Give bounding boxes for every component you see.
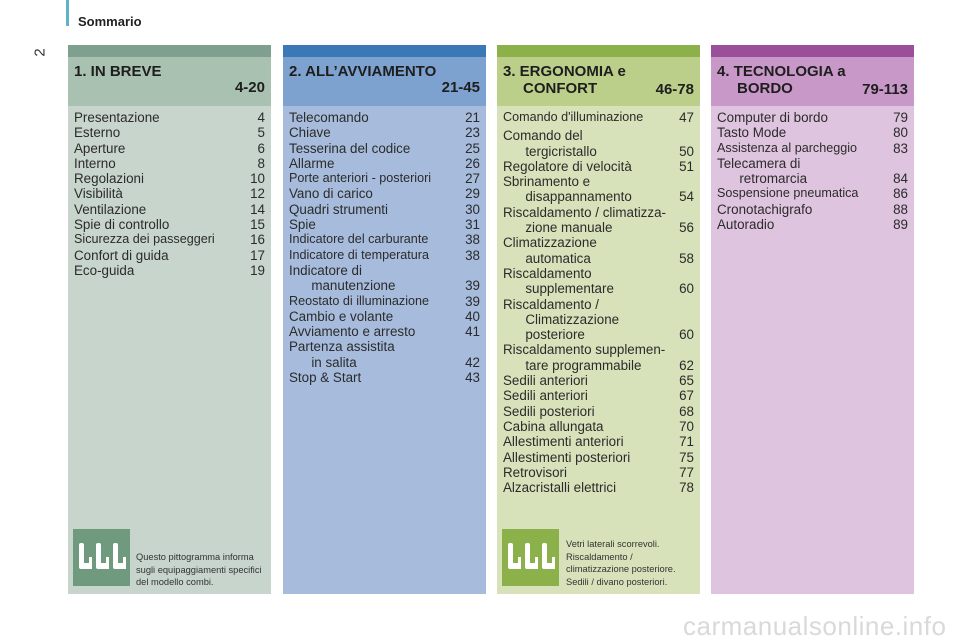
- toc-entry: [717, 217, 908, 232]
- toc-entry-page: 30: [465, 201, 480, 217]
- section-entries: [283, 106, 486, 385]
- toc-entry: [289, 355, 480, 370]
- toc-entry-label: Retrovisori: [503, 464, 567, 480]
- section-all-avviamento: [283, 45, 486, 594]
- toc-entry-label: Regolazioni: [74, 171, 144, 187]
- toc-entry-page: 15: [250, 217, 265, 233]
- toc-entry: [503, 266, 694, 281]
- toc-entry-label: Confort di guida: [74, 247, 169, 263]
- toc-entry-label: tergicristallo: [503, 143, 597, 159]
- toc-entry: [289, 217, 480, 232]
- toc-entry-page: 38: [465, 247, 480, 263]
- toc-entry-page: 17: [250, 247, 265, 263]
- toc-entry-page: 77: [679, 464, 694, 480]
- toc-entry-label: Quadri strumenti: [289, 201, 388, 217]
- toc-entry-page: 71: [679, 434, 694, 450]
- toc-entry-page: 60: [679, 327, 694, 343]
- section-page-range: 79-113: [862, 81, 908, 98]
- toc-entry: [289, 141, 480, 156]
- section-title: 2. ALL’AVVIAMENTO: [289, 63, 437, 80]
- toc-entry-page: 51: [679, 158, 694, 174]
- toc-entry-page: 86: [893, 186, 908, 202]
- toc-entry: [289, 370, 480, 385]
- toc-entry-label: Tasto Mode: [717, 125, 787, 141]
- toc-entry-label: Telecamera di: [717, 155, 801, 171]
- section-ergonomia-confort: [497, 45, 700, 594]
- toc-entry: [717, 125, 908, 140]
- toc-entry-label: Vano di carico: [289, 186, 373, 202]
- section-entries: [68, 106, 271, 278]
- toc-entry: [503, 297, 694, 312]
- toc-entry: [289, 309, 480, 324]
- toc-entry-page: 14: [250, 201, 265, 217]
- section-color-bar: [283, 45, 486, 57]
- toc-entry-label: Regolatore di velocità: [503, 158, 632, 174]
- toc-entry: [289, 156, 480, 171]
- toc-entry-label: Comando d'illuminazione: [503, 110, 644, 124]
- toc-entry: [74, 110, 265, 125]
- section-color-bar: [711, 45, 914, 57]
- toc-entry-label: Telecomando: [289, 110, 369, 125]
- toc-entry-label: Ventilazione: [74, 201, 147, 217]
- section-header: [497, 57, 700, 106]
- page-number: 2: [31, 48, 49, 57]
- toc-entry: [289, 263, 480, 278]
- toc-entry-label: Comando del: [503, 128, 583, 144]
- toc-entry-label: Riscaldamento: [503, 265, 592, 281]
- toc-entry-label: automatica: [503, 250, 591, 266]
- page-title: Sommario: [78, 14, 142, 29]
- toc-entry: [503, 450, 694, 465]
- toc-entry-label: Indicatore di temperatura: [289, 247, 430, 262]
- toc-entry: [289, 202, 480, 217]
- toc-entry: [503, 312, 694, 327]
- combi-pictogram-icon: [502, 529, 559, 586]
- section-color-bar: [68, 45, 271, 57]
- toc-entry-page: 62: [679, 357, 694, 373]
- toc-entry-label: retromarcia: [717, 171, 808, 187]
- toc-entry-page: 56: [679, 220, 694, 236]
- toc-entry-page: 88: [893, 201, 908, 217]
- toc-entry: [289, 339, 480, 354]
- section-title: 3. ERGONOMIA e: [503, 63, 626, 80]
- section-title: 4. TECNOLOGIA a: [717, 63, 846, 80]
- toc-entry-label: Sospensione pneumatica: [717, 186, 859, 201]
- toc-entry: [74, 263, 265, 278]
- toc-entry: [503, 220, 694, 235]
- toc-entry: [74, 232, 265, 247]
- toc-entry-page: 19: [250, 262, 265, 278]
- toc-entry: [289, 278, 480, 293]
- toc-entry-page: 6: [257, 140, 265, 156]
- toc-entry-label: manutenzione: [289, 278, 396, 294]
- toc-entry-label: Partenza assistita: [289, 339, 395, 355]
- toc-entry: [74, 141, 265, 156]
- toc-entry: [503, 205, 694, 220]
- section-header: [283, 57, 486, 106]
- section-entries: [711, 106, 914, 232]
- toc-entry-label: tare programmabile: [503, 357, 642, 373]
- toc-entry-page: 27: [465, 171, 480, 187]
- toc-entry-label: Porte anteriori - posteriori: [289, 171, 432, 186]
- toc-entry-page: 89: [893, 217, 908, 233]
- toc-entry-page: 25: [465, 140, 480, 156]
- toc-entry: [503, 342, 694, 357]
- toc-entry-label: Sedili anteriori: [503, 388, 588, 404]
- section-header: [711, 57, 914, 106]
- toc-entry: [503, 174, 694, 189]
- pictogram-note: Vetri laterali scorrevoli. Riscaldamento / climatizzazione posteriore. Sedili / divano posteriori.: [566, 539, 676, 587]
- toc-entry-label: Cambio e volante: [289, 308, 394, 324]
- toc-entry-label: disappannamento: [503, 189, 632, 205]
- toc-entry-label: Cabina allungata: [503, 418, 604, 434]
- toc-entry-page: 40: [465, 308, 480, 324]
- toc-entry: [503, 358, 694, 373]
- toc-entry-label: Sbrinamento e: [503, 174, 591, 190]
- toc-entry-page: 31: [465, 217, 480, 233]
- toc-entry-label: Alzacristalli elettrici: [503, 480, 617, 496]
- toc-entry-page: 80: [893, 125, 908, 141]
- toc-entry-page: 75: [679, 449, 694, 465]
- toc-entry: [503, 404, 694, 419]
- toc-entry: [503, 373, 694, 388]
- combi-pictogram-icon: [73, 529, 130, 586]
- toc-entry-label: Riscaldamento supplemen-: [503, 342, 666, 358]
- toc-entry: [503, 419, 694, 434]
- toc-entry: [74, 248, 265, 263]
- toc-entry-label: Tesserina del codice: [289, 140, 411, 156]
- toc-entry-page: 70: [679, 418, 694, 434]
- section-in-breve: [68, 45, 271, 594]
- toc-entry-label: Stop & Start: [289, 370, 362, 386]
- toc-entry-label: posteriore: [503, 327, 585, 343]
- toc-entry-label: Riscaldamento /: [503, 296, 600, 312]
- toc-entry-label: Allarme: [289, 155, 335, 171]
- toc-entry: [503, 327, 694, 342]
- toc-entry: [74, 156, 265, 171]
- section-color-bar: [497, 45, 700, 57]
- toc-entry-label: Indicatore del carburante: [289, 232, 429, 247]
- toc-entry-page: 16: [250, 232, 265, 248]
- toc-entry: [503, 465, 694, 480]
- section-tecnologia-bordo: [711, 45, 914, 594]
- toc-entry: [74, 202, 265, 217]
- toc-entry-page: 8: [257, 155, 265, 171]
- toc-entry: [289, 324, 480, 339]
- toc-entry-label: Chiave: [289, 125, 331, 141]
- toc-entry-label: Allestimenti anteriori: [503, 434, 624, 450]
- toc-entry: [717, 156, 908, 171]
- toc-entry-label: Climatizzazione: [503, 235, 597, 251]
- toc-entry: [717, 186, 908, 201]
- toc-entry-label: Visibilità: [74, 186, 123, 202]
- toc-entry-label: Sedili posteriori: [503, 403, 595, 419]
- watermark: carmanualsonline.info: [683, 611, 947, 641]
- toc-entry-page: 67: [679, 388, 694, 404]
- toc-entry: [289, 125, 480, 140]
- toc-entry-label: Sicurezza dei passeggeri: [74, 232, 215, 247]
- toc-entry: [503, 388, 694, 403]
- toc-entry-label: Spie: [289, 217, 316, 233]
- toc-entry: [503, 235, 694, 250]
- toc-entry-label: Aperture: [74, 140, 126, 156]
- toc-entry-page: 43: [465, 370, 480, 386]
- toc-entry-page: 39: [465, 278, 480, 294]
- toc-entry: [503, 110, 694, 125]
- toc-entry-label: Cronotachigrafo: [717, 201, 813, 217]
- toc-entry-page: 58: [679, 250, 694, 266]
- toc-entry-page: 41: [465, 324, 480, 340]
- pictogram-note: Questo pittogramma informa sugli equipaggiamenti specifici del modello combi.: [136, 552, 262, 588]
- toc-entry-label: Indicatore di: [289, 262, 362, 278]
- toc-entry-label: in salita: [289, 354, 357, 370]
- toc-entry-label: Sedili anteriori: [503, 373, 588, 389]
- sidebar-accent-line: [66, 0, 69, 26]
- toc-entry-page: 83: [893, 140, 908, 156]
- toc-entry: [503, 189, 694, 204]
- toc-entry-label: Interno: [74, 155, 116, 171]
- toc-entry-page: 5: [257, 125, 265, 141]
- toc-entry-page: 79: [893, 110, 908, 125]
- toc-entry-label: Eco-guida: [74, 262, 135, 278]
- toc-entry-page: 68: [679, 403, 694, 419]
- toc-entry-label: Presentazione: [74, 110, 160, 125]
- toc-entry: [717, 141, 908, 156]
- toc-entry: [503, 281, 694, 296]
- toc-entry: [503, 434, 694, 449]
- section-entries: [497, 106, 700, 495]
- toc-entry-page: 50: [679, 143, 694, 159]
- toc-entry: [289, 171, 480, 186]
- toc-entry-label: Allestimenti posteriori: [503, 449, 631, 465]
- toc-entry-page: 23: [465, 125, 480, 141]
- toc-entry: [503, 480, 694, 495]
- toc-entry-label: zione manuale: [503, 220, 613, 236]
- toc-entry: [717, 110, 908, 125]
- toc-entry: [717, 202, 908, 217]
- toc-entry-label: Climatizzazione: [503, 311, 620, 327]
- toc-entry: [503, 159, 694, 174]
- toc-entry-page: 42: [465, 354, 480, 370]
- section-page-range: 21-45: [441, 79, 480, 96]
- toc-entry-label: Spie di controllo: [74, 217, 170, 233]
- toc-entry: [289, 186, 480, 201]
- toc-entry-page: 54: [679, 189, 694, 205]
- toc-entry: [289, 110, 480, 125]
- toc-entry-page: 4: [257, 110, 265, 125]
- toc-entry-page: 65: [679, 373, 694, 389]
- section-title: 1. IN BREVE: [74, 63, 162, 80]
- toc-entry-page: 78: [679, 480, 694, 496]
- toc-entry-page: 39: [465, 293, 480, 309]
- toc-entry-label: Esterno: [74, 125, 121, 141]
- toc-entry: [74, 186, 265, 201]
- toc-entry-page: 12: [250, 186, 265, 202]
- toc-entry: [717, 171, 908, 186]
- toc-entry: [289, 232, 480, 247]
- toc-entry-page: 84: [893, 171, 908, 187]
- toc-entry-label: Reostato di illuminazione: [289, 293, 430, 308]
- section-page-range: 46-78: [655, 81, 694, 98]
- toc-entry: [74, 217, 265, 232]
- toc-entry-page: 29: [465, 186, 480, 202]
- toc-entry: [503, 128, 694, 143]
- toc-entry-page: 26: [465, 155, 480, 171]
- toc-entry: [74, 171, 265, 186]
- toc-entry: [289, 248, 480, 263]
- toc-entry-label: supplementare: [503, 281, 614, 297]
- toc-entry-label: Riscaldamento / climatizza-: [503, 204, 666, 220]
- toc-entry-page: 47: [679, 110, 694, 125]
- section-page-range: 4-20: [234, 79, 265, 96]
- toc-entry-page: 38: [465, 232, 480, 248]
- toc-entry-page: 60: [679, 281, 694, 297]
- toc-entry-page: 10: [250, 171, 265, 187]
- toc-entry-label: Avviamento e arresto: [289, 324, 416, 340]
- section-title-line2: BORDO: [737, 80, 793, 97]
- toc-entry: [74, 125, 265, 140]
- toc-entry: [289, 294, 480, 309]
- toc-entry-label: Computer di bordo: [717, 110, 828, 125]
- section-title-line2: CONFORT: [523, 80, 598, 97]
- toc-entry-page: 21: [465, 110, 480, 125]
- toc-entry-label: Assistenza al parcheggio: [717, 140, 858, 155]
- toc-entry: [503, 251, 694, 266]
- toc-entry: [503, 144, 694, 159]
- toc-entry-label: Autoradio: [717, 217, 775, 233]
- section-header: [68, 57, 271, 106]
